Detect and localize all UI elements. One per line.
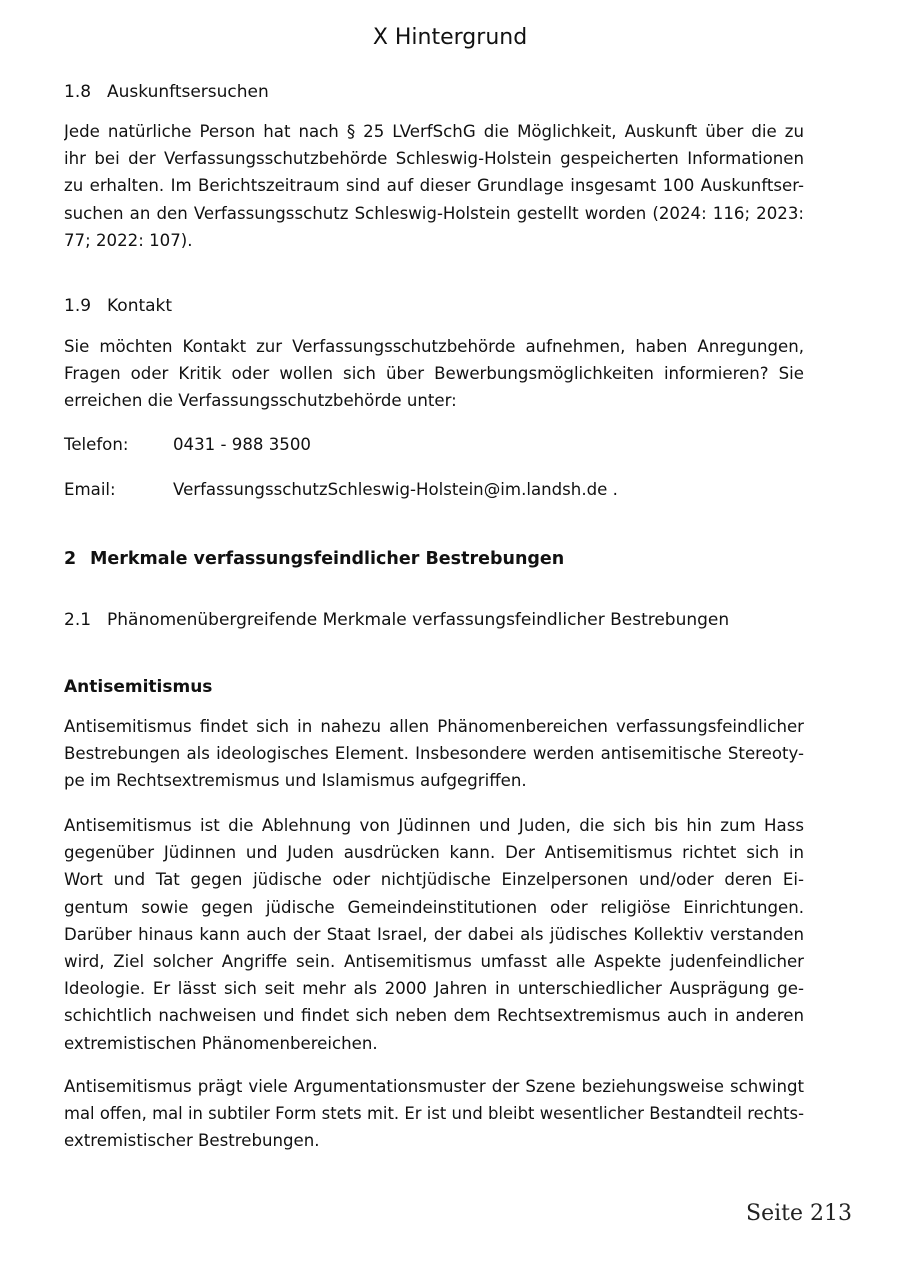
text-line: gentum sowie gegen jüdische Gemeindeinstitutionen oder religiöse Einrichtungen. [64, 897, 804, 917]
paragraph-antisemitismus-2 [64, 812, 804, 1057]
text-line: Jede natürliche Person hat nach § 25 LVerfSchG die Möglichkeit, Auskunft über die zu [64, 122, 804, 141]
page-number: Seite 213 [746, 1201, 852, 1226]
section-title: Merkmale verfassungsfeindlicher Bestrebungen [90, 549, 565, 569]
text-line: suchen an den Verfassungsschutz Schleswig-Holstein gestellt worden (2024: 116; 2023: [64, 203, 804, 223]
paragraph-antisemitismus-1 [64, 713, 804, 795]
text-line: ihr bei der Verfassungsschutzbehörde Schleswig-Holstein gespeicherten Informationen [64, 149, 804, 169]
text-line: gegenüber Jüdinnen und Juden ausdrücken kann. Der Antisemitismus richtet sich in [64, 843, 804, 863]
section-heading-1-9 [64, 294, 172, 318]
text-line: 77; 2022: 107). [64, 230, 193, 250]
paragraph-kontakt [64, 333, 804, 415]
text-line: extremistischen Phänomenbereichen. [64, 1033, 378, 1053]
section-number: 2 [64, 549, 77, 569]
text-line: schichtlich nachweisen und findet sich neben dem Rechtsextremismus auch in anderen [64, 1006, 804, 1026]
text-line: pe im Rechtsextremismus und Islamismus aufgegriffen. [64, 771, 527, 791]
text-line: erreichen die Verfassungsschutzbehörde unter: [64, 391, 457, 411]
phone-row [64, 433, 311, 457]
text-line: Sie möchten Kontakt zur Verfassungsschutzbehörde aufnehmen, haben Anregungen, [64, 337, 804, 356]
text-line: Fragen oder Kritik oder wollen sich über Bewerbungsmöglichkeiten informieren? Sie [64, 364, 804, 384]
section-number: 2.1 [64, 610, 92, 630]
email-label: Email: [64, 480, 116, 499]
email-address: VerfassungsschutzSchleswig-Holstein@im.landsh.de . [173, 480, 618, 499]
text-line: Ideologie. Er lässt sich seit mehr als 2000 Jahren in unterschiedlicher Ausprägung ge- [64, 979, 804, 999]
text-line: Wort und Tat gegen jüdische oder nichtjüdische Einzelpersonen und/oder deren Ei- [64, 870, 804, 890]
section-title: Phänomenübergreifende Merkmale verfassungsfeindlicher Bestrebungen [107, 610, 730, 630]
text-line: wird, Ziel solcher Angriffe sein. Antisemitismus umfasst alle Aspekte judenfeindlicher [64, 951, 804, 971]
text-line: extremistischer Bestrebungen. [64, 1131, 320, 1151]
section-number: 1.8 [64, 82, 92, 102]
paragraph-antisemitismus-3 [64, 1073, 804, 1155]
section-title: Auskunftsersuchen [107, 82, 269, 102]
section-title: Kontakt [107, 296, 173, 316]
chapter-heading-2 [64, 547, 564, 571]
phone-number: 0431 - 988 3500 [173, 435, 311, 454]
email-row [64, 478, 618, 502]
subheading-antisemitismus: Antisemitismus [64, 677, 213, 697]
text-line: zu erhalten. Im Berichtszeitraum sind auf dieser Grundlage insgesamt 100 Auskunftser- [64, 176, 804, 196]
text-line: Antisemitismus prägt viele Argumentationsmuster der Szene beziehungsweise schwingt [64, 1077, 804, 1096]
text-line: Antisemitismus ist die Ablehnung von Jüdinnen und Juden, die sich bis hin zum Hass [64, 816, 804, 835]
text-line: mal offen, mal in subtiler Form stets mit. Er ist und bleibt wesentlicher Bestandteil rechts- [64, 1104, 804, 1124]
running-header: X Hintergrund [372, 25, 528, 50]
paragraph-auskunft [64, 118, 804, 254]
section-heading-2-1 [64, 608, 729, 632]
text-line: Antisemitismus findet sich in nahezu allen Phänomenbereichen verfassungsfeindlicher [64, 717, 804, 736]
section-heading-1-8 [64, 80, 269, 104]
section-number: 1.9 [64, 296, 92, 316]
phone-label: Telefon: [64, 435, 129, 454]
text-line: Bestrebungen als ideologisches Element. Insbesondere werden antisemitische Stereoty- [64, 744, 804, 764]
text-line: Darüber hinaus kann auch der Staat Israel, der dabei als jüdisches Kollektiv verstanden [64, 924, 804, 944]
